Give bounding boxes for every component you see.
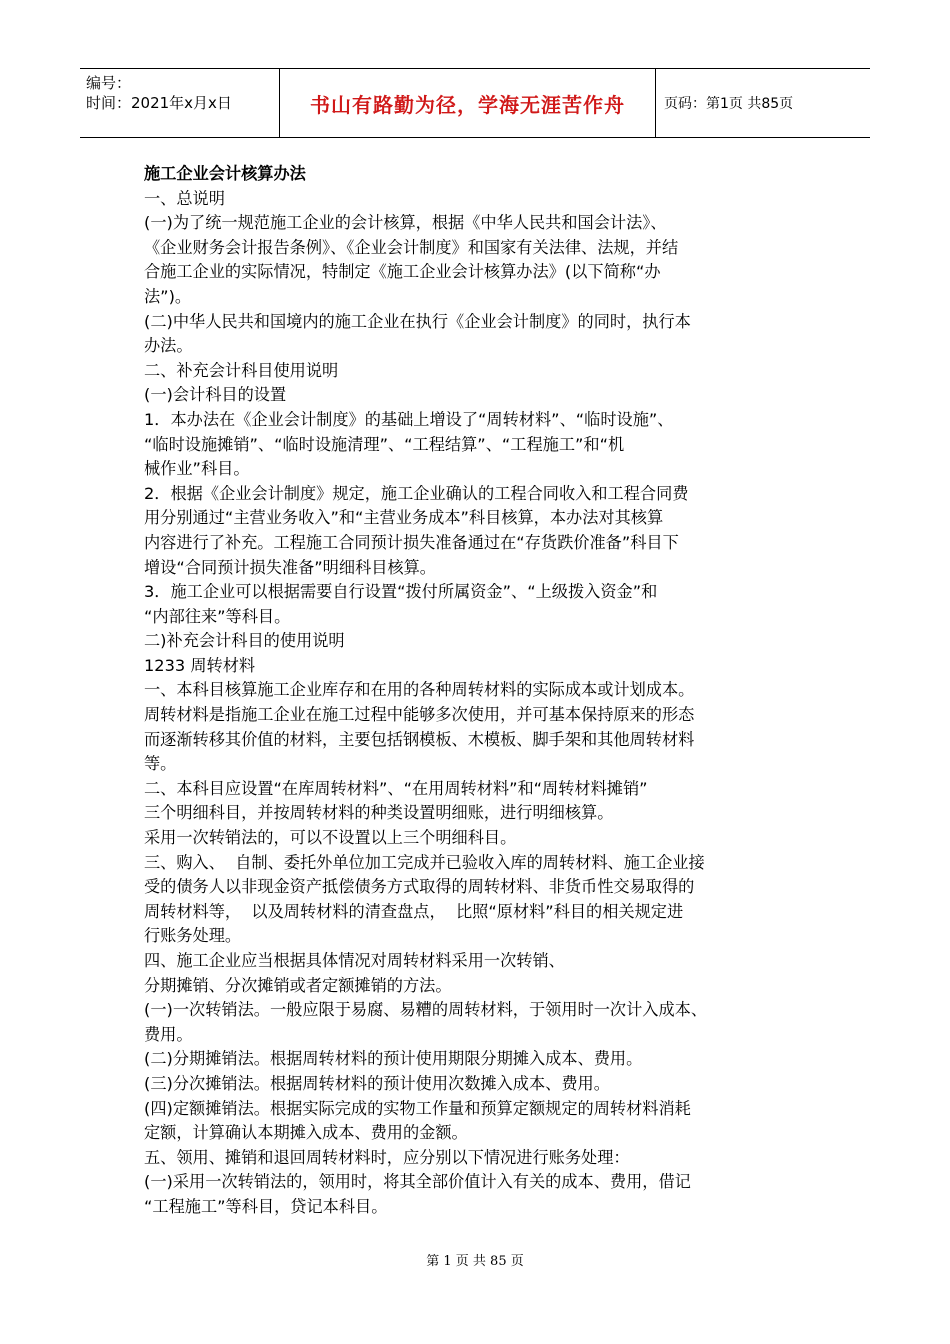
text-line: 二、补充会计科目使用说明: [144, 360, 339, 380]
text-line: 3．施工企业可以根据需要自行设置“拨付所属资金”、“上级拨入资金”和: [144, 582, 658, 602]
text-line: 三、购入、 自制、委托外单位加工完成并已验收入库的周转材料、施工企业接: [144, 852, 705, 872]
text-line: (四)定额摊销法。根据实际完成的实物工作量和预算定额规定的周转材料消耗: [144, 1098, 691, 1118]
text-line: (一)会计科目的设置: [144, 385, 287, 405]
text-line: 采用一次转销法的，可以不设置以上三个明细科目。: [144, 828, 517, 848]
text-line: 械作业”科目。: [144, 459, 250, 479]
document-title: 施工企业会计核算办法: [144, 164, 306, 183]
text-line: 《企业财务会计报告条例》、《企业会计制度》和国家有关法律、法规，并结: [144, 237, 679, 257]
text-line: 内容进行了补充。工程施工合同预计损失准备通过在“存货跌价准备”科目下: [144, 532, 679, 552]
text-line: 办法。: [144, 336, 193, 356]
document-time-label: 时间：2021年x月x日: [86, 94, 232, 112]
text-line: 用分别通过“主营业务收入”和“主营业务成本”科目核算，本办法对其核算: [144, 508, 664, 528]
text-line: 法”)。: [144, 286, 192, 306]
header-meta: [80, 69, 280, 137]
text-line: 周转材料等， 以及周转材料的清查盘点， 比照“原材料”科目的相关规定进: [144, 901, 684, 921]
text-line: 而逐渐转移其价值的材料，主要包括钢模板、木模板、脚手架和其他周转材料: [144, 729, 695, 749]
header-motto: 书山有路勤为径，学海无涯苦作舟: [280, 69, 656, 137]
text-line: 二)补充会计科目的使用说明: [144, 631, 345, 651]
document-body: [144, 162, 824, 1220]
text-line: 增设“合同预计损失准备”明细科目核算。: [144, 557, 436, 577]
text-line: 行账务处理。: [144, 926, 242, 946]
text-line: (一)为了统一规范施工企业的会计核算，根据《中华人民共和国会计法》、: [144, 213, 667, 233]
text-line: 一、本科目核算施工企业库存和在用的各种周转材料的实际成本或计划成本。: [144, 680, 695, 700]
text-line: (一)采用一次转销法的，领用时，将其全部价值计入有关的成本、费用，借记: [144, 1172, 691, 1192]
text-line: 分期摊销、分次摊销或者定额摊销的方法。: [144, 975, 452, 995]
header-page-info: 页码：第1页 共85页: [664, 96, 794, 112]
text-line: 费用。: [144, 1024, 193, 1044]
page-footer: 第 1 页 共 85 页: [426, 1254, 524, 1269]
document-number-label: 编号：: [86, 74, 132, 92]
text-line: (二)中华人民共和国境内的施工企业在执行《企业会计制度》的同时，执行本: [144, 311, 691, 331]
text-line: 等。: [144, 754, 177, 774]
text-line: (一)一次转销法。一般应限于易腐、易糟的周转材料，于领用时一次计入成本、: [144, 1000, 708, 1020]
text-line: 三个明细科目，并按周转材料的种类设置明细账，进行明细核算。: [144, 803, 614, 823]
text-line: 2．根据《企业会计制度》规定，施工企业确认的工程合同收入和工程合同费: [144, 483, 689, 503]
text-line: 合施工企业的实际情况，特制定《施工企业会计核算办法》(以下简称“办: [144, 262, 661, 282]
text-line: (二)分期摊销法。根据周转材料的预计使用期限分期摊入成本、费用。: [144, 1049, 643, 1069]
text-line: “工程施工”等科目，贷记本科目。: [144, 1196, 388, 1216]
text-line: “内部往来”等科目。: [144, 606, 291, 626]
text-line: 周转材料是指施工企业在施工过程中能够多次使用，并可基本保持原来的形态: [144, 705, 695, 725]
text-line: 定额，计算确认本期摊入成本、费用的金额。: [144, 1123, 468, 1143]
text-line: 一、总说明: [144, 188, 225, 208]
text-line: 五、领用、摊销和退回周转材料时，应分别以下情况进行账务处理：: [144, 1147, 630, 1167]
text-line: 二、本科目应设置“在库周转材料”、“在用周转材料”和“周转材料摊销”: [144, 778, 648, 798]
text-line: 1233 周转材料: [144, 655, 256, 675]
page-header: [80, 68, 870, 138]
text-line: “临时设施摊销”、“临时设施清理”、“工程结算”、“工程施工”和“机: [144, 434, 625, 454]
text-line: 四、施工企业应当根据具体情况对周转材料采用一次转销、: [144, 951, 565, 970]
text-line: (三)分次摊销法。根据周转材料的预计使用次数摊入成本、费用。: [144, 1073, 610, 1093]
text-line: 受的债务人以非现金资产抵偿债务方式取得的周转材料、非货币性交易取得的: [144, 877, 695, 897]
text-line: 1．本办法在《企业会计制度》的基础上增设了“周转材料”、“临时设施”、: [144, 409, 674, 429]
